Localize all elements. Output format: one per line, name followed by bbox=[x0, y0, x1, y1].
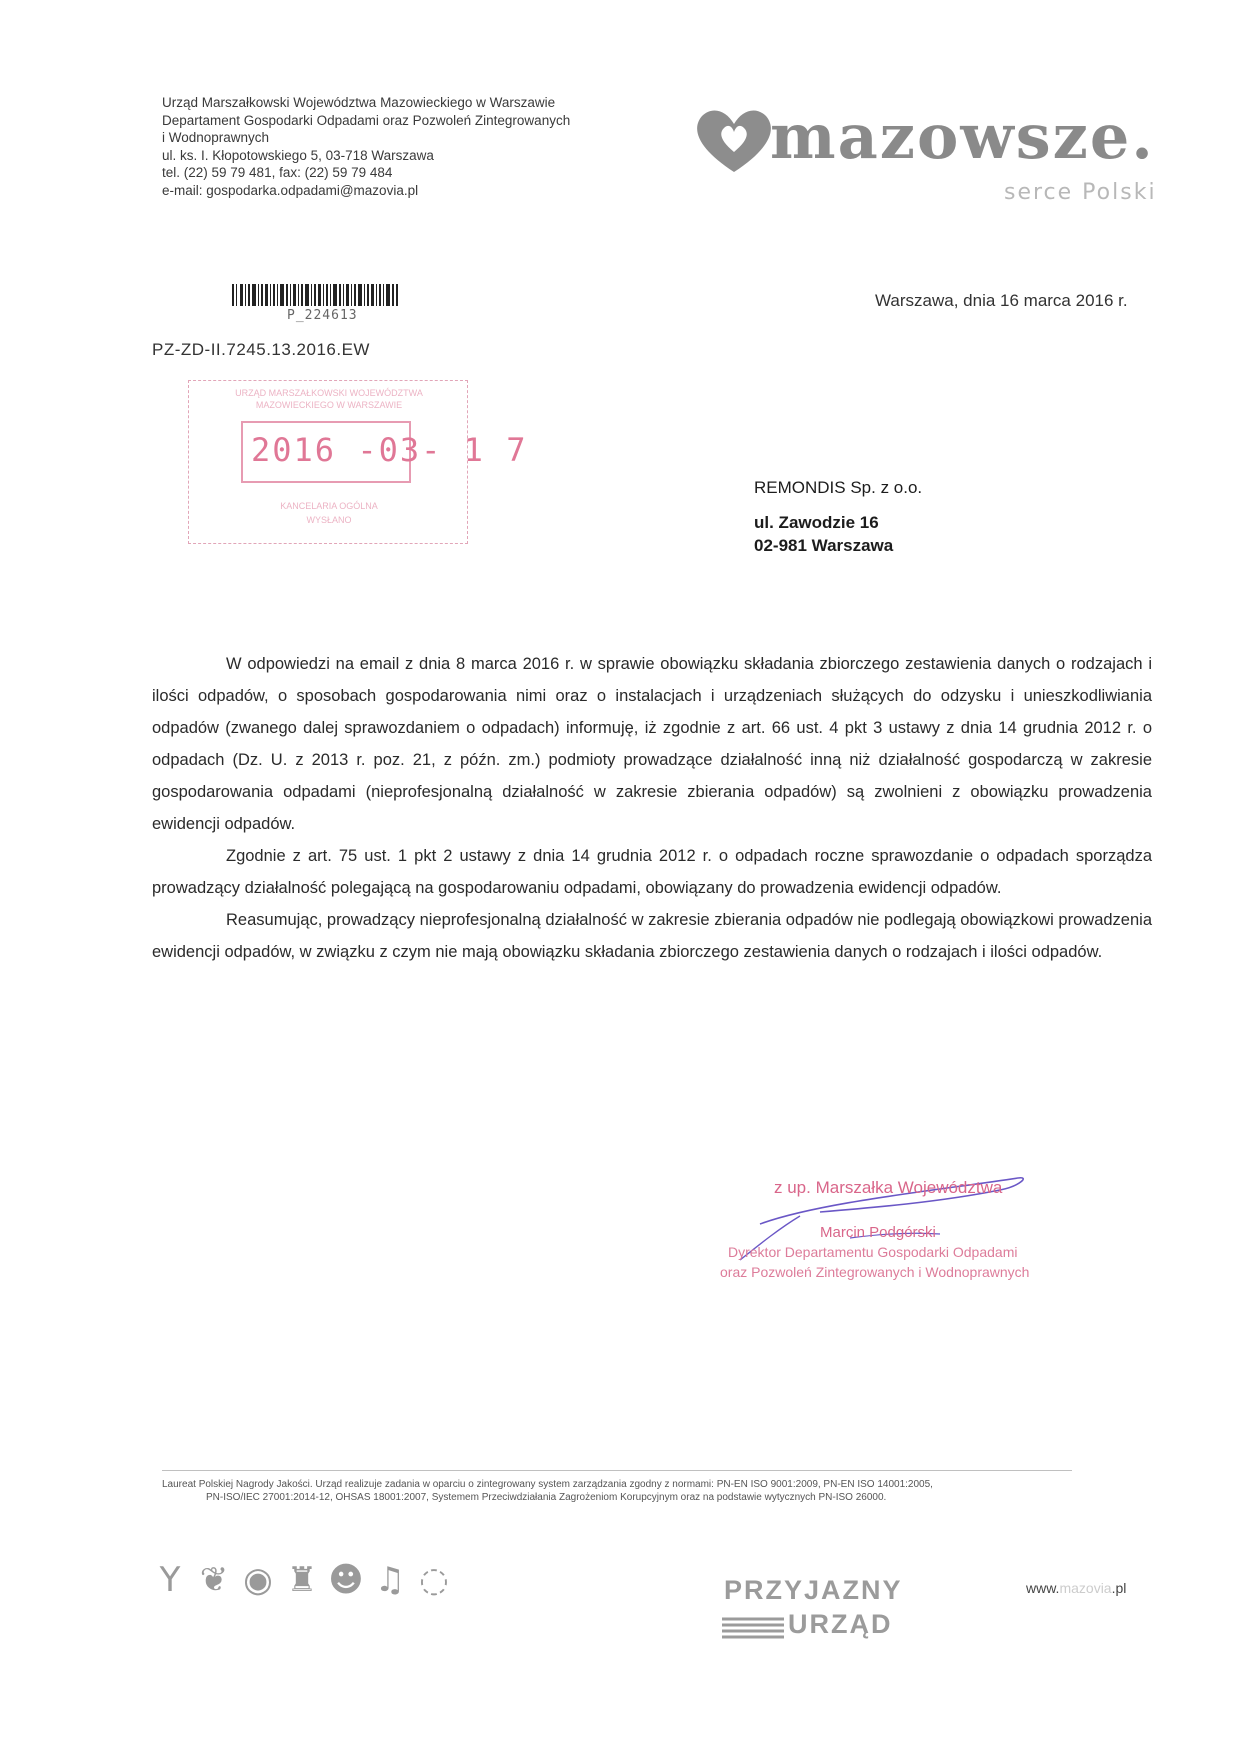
heart-icon bbox=[692, 106, 776, 176]
recipient-city: 02-981 Warszawa bbox=[754, 536, 894, 555]
body-paragraph: Zgodnie z art. 75 ust. 1 pkt 2 ustawy z dnia 14 grudnia 2012 r. o odpadach roczne sprawozdanie o odpadach sporządza prowadzący działalność polegającą na gospodarowaniu odpadami, obowiązany do prowadzenia ewidencji odpadów. bbox=[152, 847, 1152, 897]
recipient-address bbox=[754, 476, 922, 557]
glass-icon: Y bbox=[159, 1560, 181, 1600]
body-paragraph: Reasumując, prowadzący nieprofesjonalną działalność w zakresie zbierania odpadów nie podlegają obowiązkowi prowadzenia ewidencji odpadów, w związku z czym nie mają obowiązku składania zbiorczego zestawienia danych o rodzajach i ilości odpadów. bbox=[152, 911, 1152, 961]
badge-line-1: PRZYJAZNY bbox=[724, 1575, 903, 1605]
przyjazny-urzad-badge bbox=[720, 1575, 910, 1645]
reference-number: PZ-ZD-II.7245.13.2016.EW bbox=[152, 340, 370, 359]
signatory-title-cont: oraz Pozwoleń Zintegrowanych i Wodnoprawnych bbox=[720, 1264, 1030, 1280]
sender-line: i Wodnoprawnych bbox=[162, 130, 270, 145]
signatory-name: Marcin Podgórski bbox=[820, 1224, 936, 1241]
stamp-header: URZĄD MARSZAŁKOWSKI WOJEWÓDZTWA MAZOWIECKIEGO W WARSZAWIE bbox=[235, 388, 423, 410]
stamp-date: 2016 -03- 1 7 bbox=[251, 431, 528, 469]
castle-icon: ♜ bbox=[286, 1560, 318, 1600]
body-paragraph: W odpowiedzi na email z dnia 8 marca 2016 r. w sprawie obowiązku składania zbiorczego zestawienia danych o rodzajach i ilości odpadów, o sposobach gospodarowania nimi oraz o instalacjach i urządzeniach służących do odzysku i unieszkodliwiania odpadów (zwanego dalej sprawozdaniem o odpadach) informuję, iż zgodnie z art. 66 ust. 4 pkt 3 ustawy z dnia 14 grudnia 2012 r. o odpadach (Dz. U. z 2013 r. poz. 21, z późn. zm.) podmioty prowadzące działalność inną niż działalność gospodarczą w zakresie gospodarowania odpadami (nieprofesjonalną działalność w zakresie zbierania odpadów) są zwolnieni z obowiązku prowadzenia ewidencji odpadów. bbox=[152, 655, 1152, 833]
www-domain: mazovia bbox=[1059, 1580, 1112, 1596]
footer-note-line: Laureat Polskiej Nagrody Jakości. Urząd realizuje zadania w oparciu o zintegrowany system zarządzania zgodny z normami: PN-EN ISO 9001:2009, PN-EN ISO 14001:2005, bbox=[162, 1479, 933, 1490]
stamp-footer bbox=[229, 499, 429, 527]
sender-line: tel. (22) 59 79 481, fax: (22) 59 79 484 bbox=[162, 165, 393, 180]
region-icons bbox=[148, 1555, 568, 1615]
globe-icon: ◉ bbox=[243, 1560, 273, 1600]
footer-note-line: PN-ISO/IEC 27001:2014-12, OHSAS 18001:2007, Systemem Przeciwdziałania Zagrożeniom Korupcyjnym oraz na podstawie wytycznych PN-ISO 26000. bbox=[206, 1492, 887, 1503]
stamp-office: KANCELARIA OGÓLNA bbox=[280, 501, 378, 511]
footer-divider bbox=[162, 1470, 1072, 1471]
letter-body bbox=[152, 648, 1152, 968]
mazowsze-logo bbox=[692, 102, 1172, 212]
footer-quality-note bbox=[162, 1478, 1140, 1504]
signature-stamp bbox=[700, 1172, 1060, 1292]
www-prefix: www. bbox=[1026, 1580, 1060, 1596]
sender-line: Departament Gospodarki Odpadami oraz Pozwoleń Zintegrowanych bbox=[162, 112, 571, 128]
sender-line: Urząd Marszałkowski Województwa Mazowieckiego w Warszawie bbox=[162, 95, 556, 110]
sender-email: e-mail: gospodarka.odpadami@mazovia.pl bbox=[162, 182, 419, 198]
stamp-status: WYSŁANO bbox=[306, 515, 352, 525]
website-link[interactable] bbox=[1026, 1580, 1126, 1596]
barcode-number: P_224613 bbox=[287, 308, 358, 323]
barcode bbox=[232, 284, 398, 306]
logo-wordmark: mazowsze. bbox=[770, 100, 1155, 173]
sender-block bbox=[162, 94, 682, 199]
www-suffix: .pl bbox=[1111, 1580, 1127, 1596]
mask-icon: ☻ bbox=[328, 1560, 364, 1600]
handshake-icon bbox=[720, 1611, 786, 1641]
stamp-date-box bbox=[241, 421, 528, 483]
speech-bubble-icon: ◌ bbox=[419, 1560, 449, 1600]
logo-tagline: serce Polski bbox=[1004, 180, 1157, 205]
recipient-name: REMONDIS Sp. z o.o. bbox=[754, 478, 923, 497]
sender-line: ul. ks. I. Kłopotowskiego 5, 03-718 Warszawa bbox=[162, 147, 434, 163]
signature-authorization: z up. Marszałka Województwa bbox=[774, 1178, 1003, 1197]
recipient-street: ul. Zawodzie 16 bbox=[754, 513, 879, 532]
bird-icon: ❦ bbox=[199, 1560, 229, 1600]
signatory-title: Dyrektor Departamentu Gospodarki Odpadami bbox=[728, 1244, 1018, 1260]
place-and-date: Warszawa, dnia 16 marca 2016 r. bbox=[875, 291, 1128, 310]
badge-line-2: URZĄD bbox=[788, 1609, 893, 1639]
music-note-icon: ♫ bbox=[374, 1560, 406, 1600]
reception-stamp bbox=[188, 380, 528, 544]
